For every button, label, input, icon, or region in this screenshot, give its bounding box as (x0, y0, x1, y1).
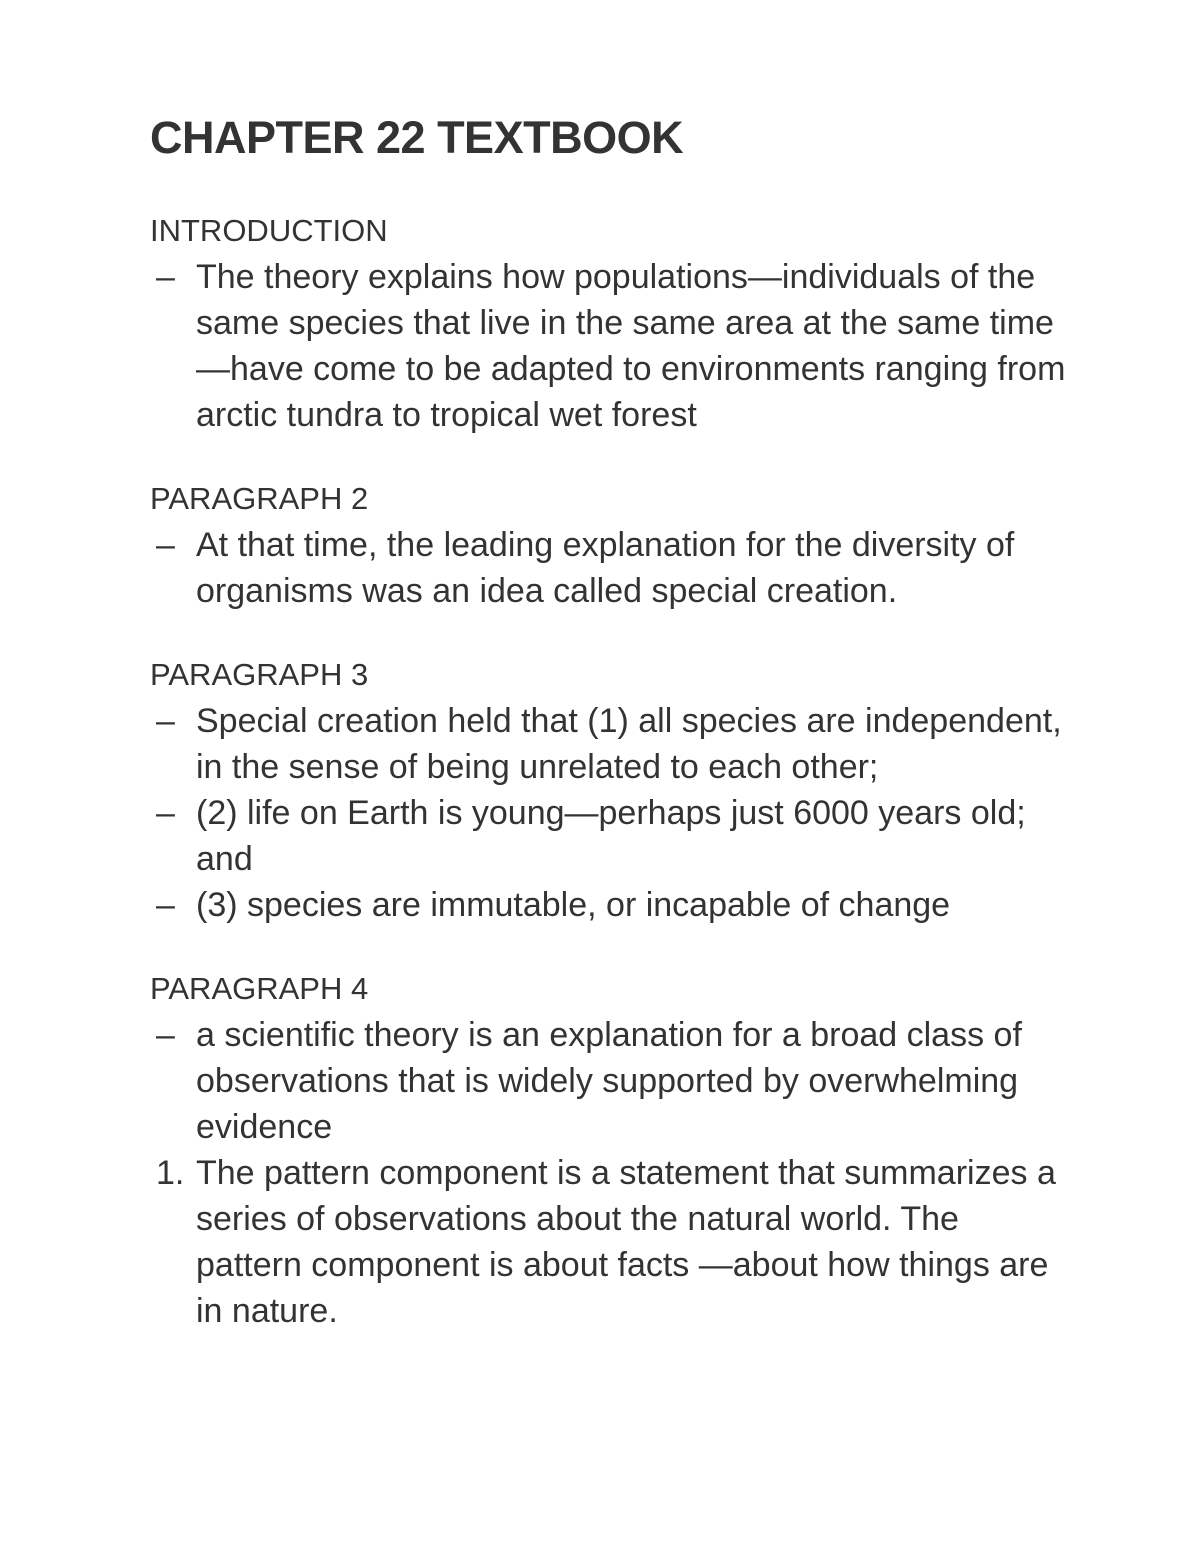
list-item-text: The theory explains how populations—individuals of the same species that live in the same area at the same time—have come to be adapted to environments ranging from arctic tundra to tropical wet forest (196, 258, 1066, 434)
list-item (150, 882, 1070, 928)
list-item (150, 790, 1070, 882)
dash-bullet: – (156, 794, 175, 832)
dash-bullet: – (156, 1016, 175, 1054)
section-heading: PARAGRAPH 2 (150, 481, 369, 516)
list-item-text: Special creation held that (1) all species are independent, in the sense of being unrelated to each other; (196, 702, 1062, 786)
list-item-text: At that time, the leading explanation for the diversity of organisms was an idea called special creation. (196, 526, 1015, 610)
list-number: 1. (156, 1154, 185, 1192)
page-title: CHAPTER 22 TEXTBOOK (150, 112, 684, 163)
dash-bullet: – (156, 702, 175, 740)
section-paragraph-2 (150, 476, 1070, 614)
section-heading: INTRODUCTION (150, 213, 388, 248)
list-item-text: a scientific theory is an explanation for a broad class of observations that is widely supported by overwhelming evidence (196, 1016, 1022, 1146)
list-item (150, 698, 1070, 790)
list-item (150, 1012, 1070, 1150)
numbered-list-item (150, 1150, 1070, 1334)
list-item-text: The pattern component is a statement that summarizes a series of observations about the natural world. The pattern component is about facts —about how things are in nature. (196, 1154, 1056, 1330)
dash-bullet: – (156, 258, 175, 296)
section-introduction (150, 208, 1070, 438)
list-item (150, 254, 1070, 438)
list-item-text: (2) life on Earth is young—perhaps just 6000 years old; and (196, 794, 1026, 878)
section-paragraph-3 (150, 652, 1070, 928)
list-item-text: (3) species are immutable, or incapable of change (196, 886, 951, 924)
document-page (150, 108, 1070, 1372)
section-heading: PARAGRAPH 4 (150, 971, 369, 1006)
section-paragraph-4 (150, 966, 1070, 1334)
dash-bullet: – (156, 526, 175, 564)
list-item (150, 522, 1070, 614)
section-heading: PARAGRAPH 3 (150, 657, 369, 692)
dash-bullet: – (156, 886, 175, 924)
